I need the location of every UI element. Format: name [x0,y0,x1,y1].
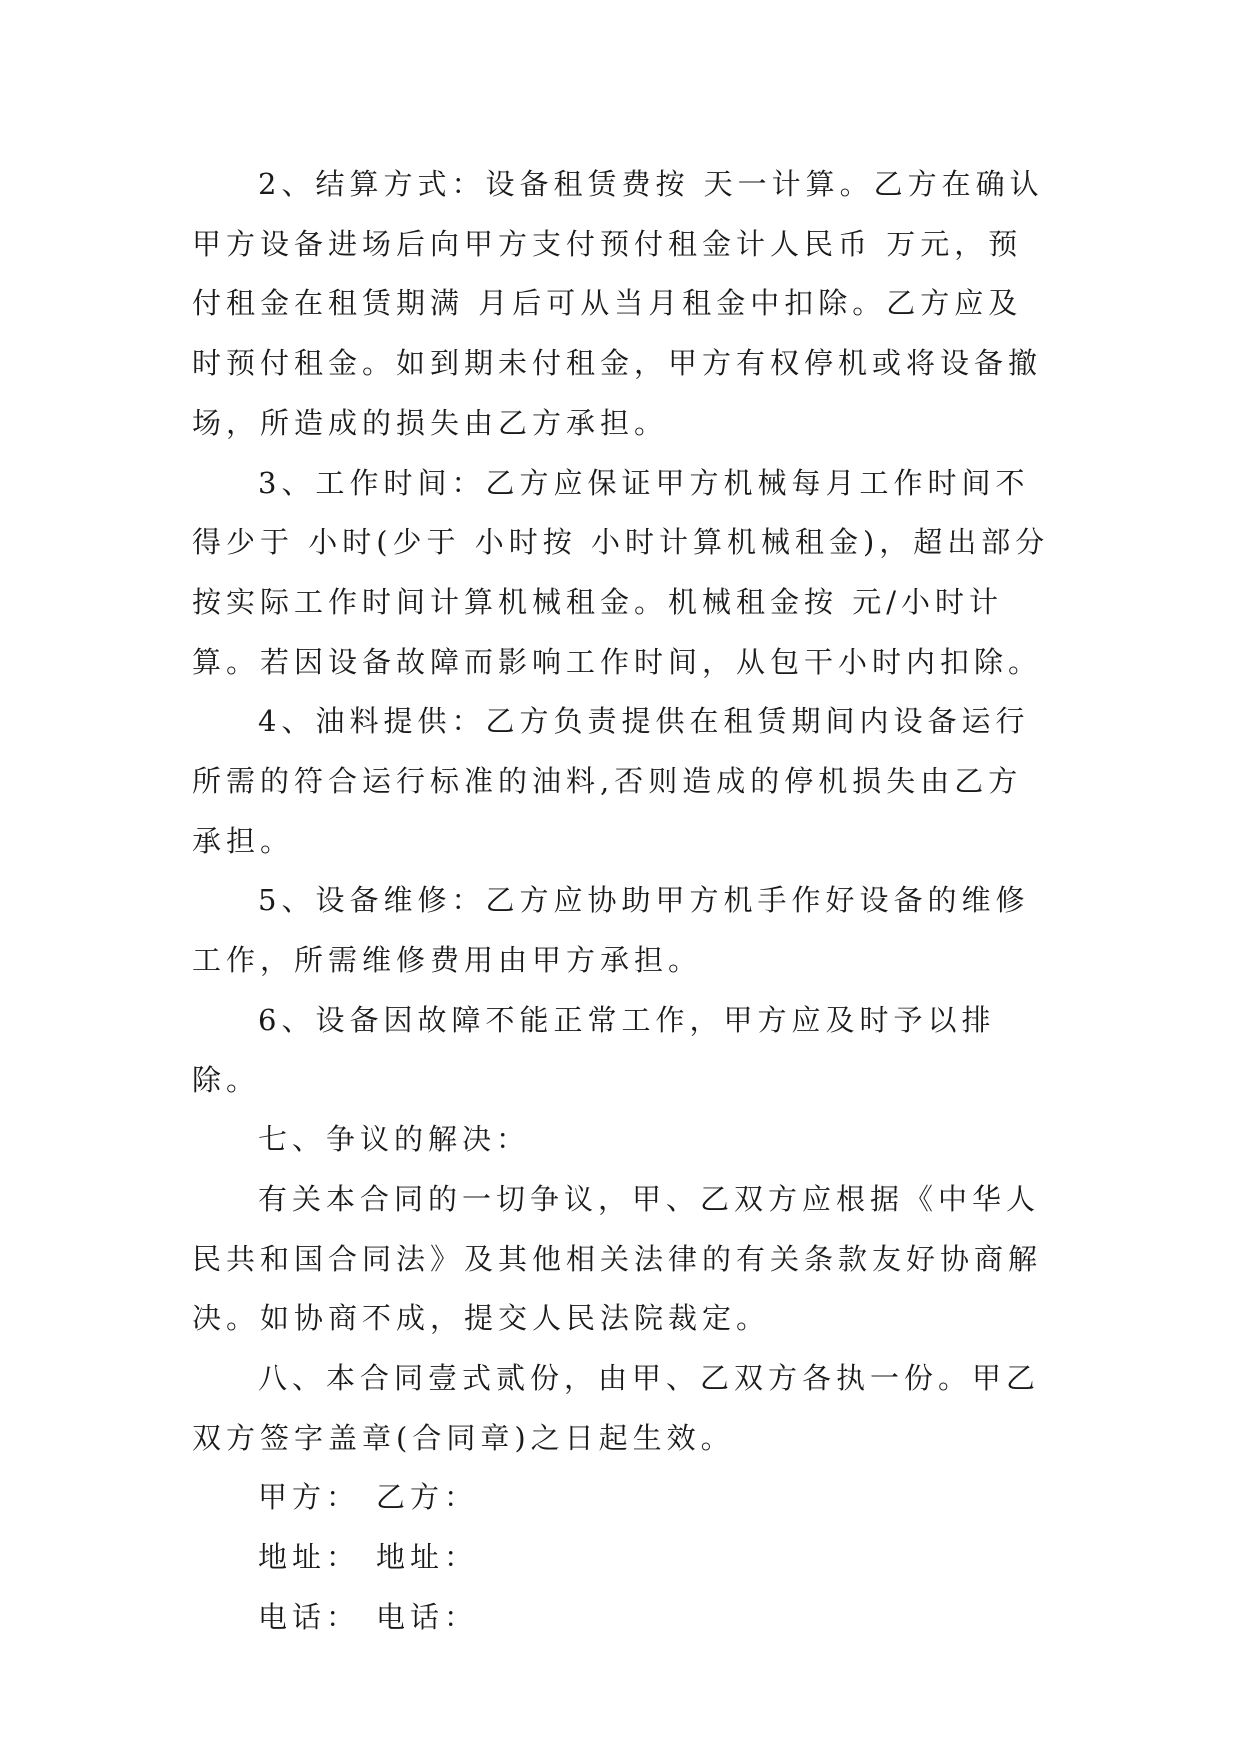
clause-dispute-resolution: 有关本合同的一切争议，甲、乙双方应根据《中华人民共和国合同法》及其他相关法律的有关条款友好协商解决。如协商不成，提交人民法院裁定。 [192,1181,1043,1336]
party-a-label: 甲方： [258,1480,361,1515]
section-dispute-heading: 七、争议的解决： [258,1122,531,1157]
signature-row-address [192,1528,1054,1588]
clause-breakdown: 6、设备因故障不能正常工作，甲方应及时予以排除。 [192,1002,996,1097]
clause-settlement: 2、结算方式：设备租赁费按 天一计算。乙方在确认甲方设备进场后向甲方支付预付租金计人民币 万元，预付租金在租赁期满 月后可从当月租金中扣除。乙方应及时预付租金。如到期未付租金，甲方有权停机或将设备撤场，所造成的损失由乙方承担。 [192,167,1044,440]
phone-b-label: 电话： [376,1599,479,1634]
clause-maintenance: 5、设备维修：乙方应协助甲方机手作好设备的维修工作，所需维修费用由甲方承担。 [192,883,1030,978]
address-b-label: 地址： [376,1540,479,1575]
clause-working-hours: 3、工作时间：乙方应保证甲方机械每月工作时间不得少于 小时(少于 小时按 小时计算机械租金)，超出部分按实际工作时间计算机械租金。机械租金按 元/小时计算。若因设备故障而影响工作时间，从包干小时内扣除。 [192,465,1050,679]
clause-copies-effective: 八、本合同壹式贰份，由甲、乙双方各执一份。甲乙双方签字盖章(合同章)之日起生效。 [192,1361,1041,1455]
party-b-label: 乙方： [376,1480,479,1515]
phone-a-label: 电话： [258,1599,361,1634]
signature-row-phone [192,1588,1054,1648]
address-a-label: 地址： [258,1540,361,1575]
clause-fuel-supply: 4、油料提供：乙方负责提供在租赁期间内设备运行所需的符合运行标准的油料,否则造成的停机损失由乙方承担。 [192,704,1030,858]
signature-row-party [192,1468,1054,1528]
document-body [192,155,1054,1648]
